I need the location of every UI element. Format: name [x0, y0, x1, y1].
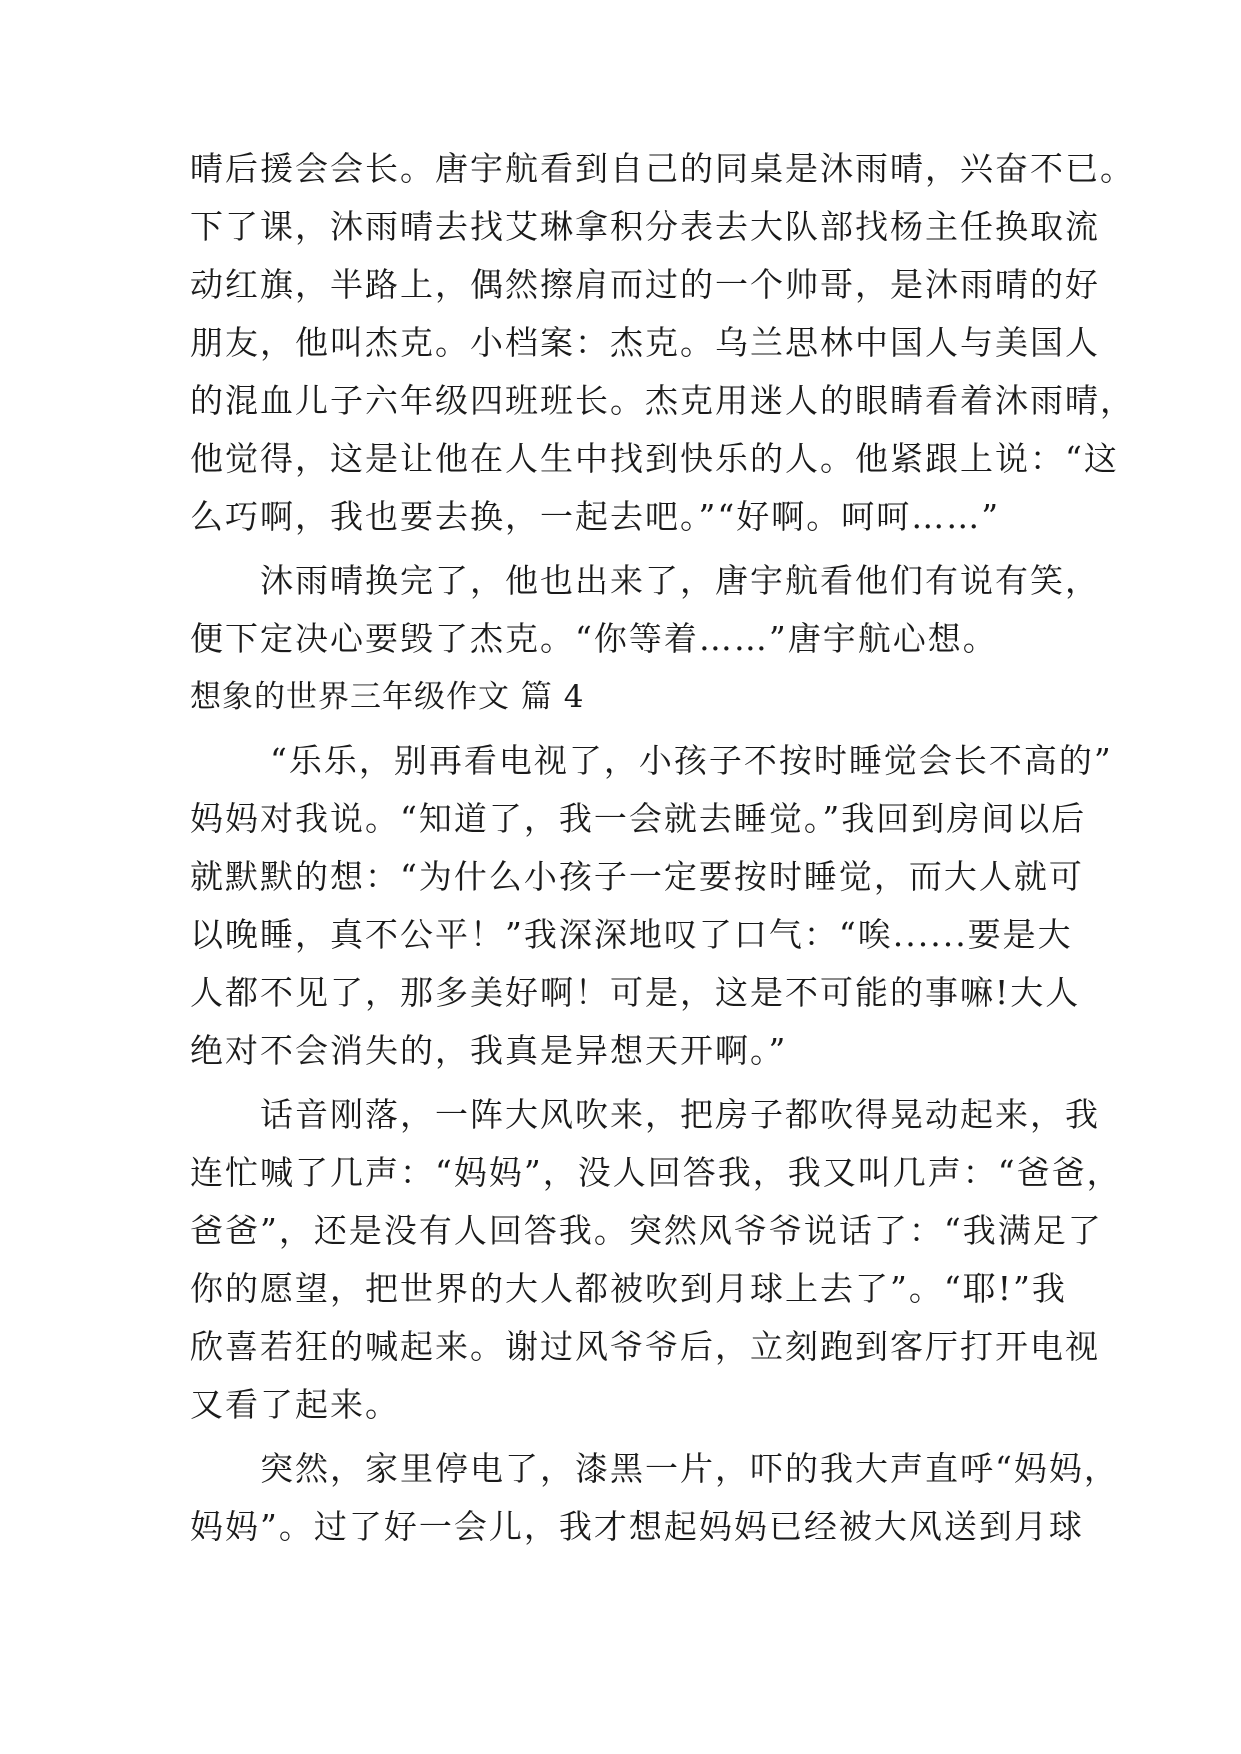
- text-line: 妈妈”。过了好一会儿，我才想起妈妈已经被大风送到月球: [190, 1507, 1084, 1546]
- text-line: 话音刚落，一阵大风吹来，把房子都吹得晃动起来，我: [260, 1095, 1100, 1134]
- text-line: 晴后援会会长。唐宇航看到自己的同桌是沐雨晴，兴奋不已。: [190, 149, 1135, 188]
- section-heading: 想象的世界三年级作文 篇 4: [190, 679, 585, 715]
- text-line: 沐雨晴换完了，他也出来了，唐宇航看他们有说有笑，: [260, 561, 1100, 600]
- paragraph-5: [190, 1440, 1119, 1556]
- text-line: 的混血儿子六年级四班班长。杰克用迷人的眼睛看着沐雨晴，: [190, 381, 1135, 420]
- text-line: “乐乐，别再看电视了，小孩子不按时睡觉会长不高的”: [270, 741, 1113, 780]
- text-line: 绝对不会消失的，我真是异想天开啊。”: [190, 1031, 788, 1070]
- text-line: 突然，家里停电了，漆黑一片，吓的我大声直呼“妈妈，: [260, 1449, 1119, 1488]
- text-line: 人都不见了，那多美好啊！可是，这是不可能的事嘛!大人: [190, 973, 1081, 1012]
- paragraph-1: [190, 140, 1135, 546]
- text-line: 又看了起来。: [190, 1385, 400, 1424]
- text-line: 他觉得，这是让他在人生中找到快乐的人。他紧跟上说：“这: [190, 439, 1119, 478]
- text-line: 欣喜若狂的喊起来。谢过风爷爷后，立刻跑到客厅打开电视: [190, 1327, 1100, 1366]
- text-line: 动红旗，半路上，偶然擦肩而过的一个帅哥，是沐雨晴的好: [190, 265, 1100, 304]
- paragraph-3: [190, 732, 1113, 1080]
- paragraph-4: [190, 1086, 1122, 1434]
- text-line: 便下定决心要毁了杰克。“你等着……”唐宇航心想。: [190, 619, 998, 658]
- text-line: 爸爸”，还是没有人回答我。突然风爷爷说话了：“我满足了: [190, 1211, 1103, 1250]
- text-line: 下了课，沐雨晴去找艾琳拿积分表去大队部找杨主任换取流: [190, 207, 1100, 246]
- text-line: 就默默的想：“为什么小孩子一定要按时睡觉，而大人就可: [190, 857, 1084, 896]
- text-line: 朋友，他叫杰克。小档案：杰克。乌兰思林中国人与美国人: [190, 323, 1100, 362]
- text-line: 连忙喊了几声：“妈妈”，没人回答我，我又叫几声：“爸爸，: [190, 1153, 1122, 1192]
- text-line: 么巧啊，我也要去换，一起去吧。”“好啊。呵呵……”: [190, 497, 1001, 536]
- document-page: [190, 140, 1135, 1556]
- text-line: 你的愿望，把世界的大人都被吹到月球上去了”。“耶!”我: [190, 1269, 1067, 1308]
- text-line: 以晚睡，真不公平！”我深深地叹了口气：“唉......要是大: [190, 915, 1073, 954]
- paragraph-2: [190, 552, 1100, 668]
- text-line: 妈妈对我说。“知道了，我一会就去睡觉。”我回到房间以后: [190, 799, 1087, 838]
